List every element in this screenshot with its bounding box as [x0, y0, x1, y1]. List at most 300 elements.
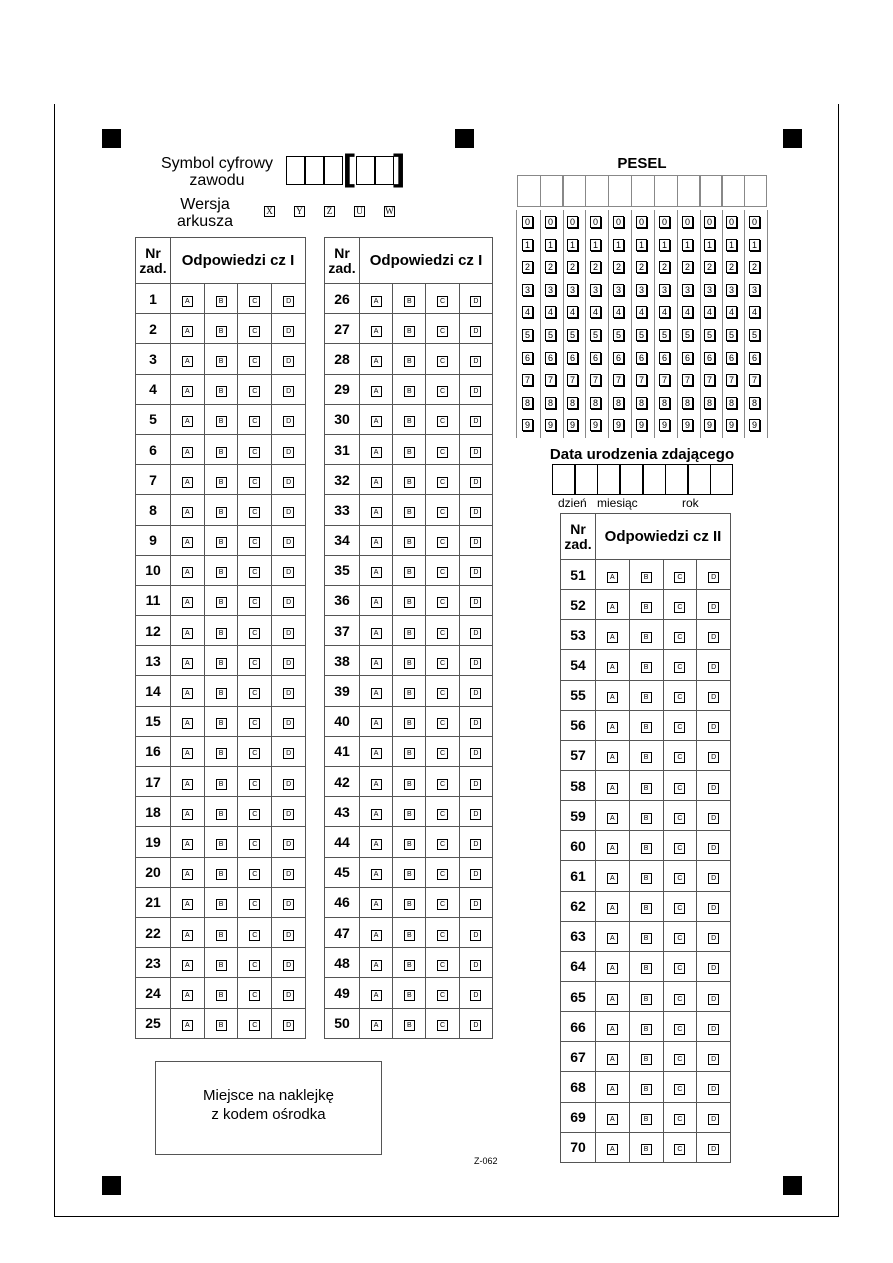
answer-option-d[interactable]: D: [470, 809, 481, 820]
answer-option-d[interactable]: D: [283, 296, 294, 307]
pesel-digit-option[interactable]: 4: [659, 306, 670, 318]
answer-option-d[interactable]: D: [470, 869, 481, 880]
dob-digit-box[interactable]: [552, 464, 575, 495]
answer-option-d[interactable]: D: [470, 990, 481, 1001]
answer-option-d[interactable]: D: [470, 356, 481, 367]
answer-option-b[interactable]: B: [216, 537, 227, 548]
answer-option-b[interactable]: B: [216, 930, 227, 941]
answer-option-d[interactable]: D: [708, 783, 719, 794]
answer-option-c[interactable]: C: [674, 632, 685, 643]
answer-option-a[interactable]: A: [607, 783, 618, 794]
answer-option-a[interactable]: A: [182, 628, 193, 639]
answer-option-b[interactable]: B: [216, 296, 227, 307]
pesel-digit-option[interactable]: 9: [613, 419, 624, 431]
answer-option-b[interactable]: B: [216, 326, 227, 337]
pesel-digit-option[interactable]: 1: [567, 239, 578, 251]
answer-option-d[interactable]: D: [283, 688, 294, 699]
pesel-digit-option[interactable]: 5: [613, 329, 624, 341]
pesel-digit-option[interactable]: 9: [545, 419, 556, 431]
pesel-digit-option[interactable]: 5: [567, 329, 578, 341]
answer-option-a[interactable]: A: [607, 994, 618, 1005]
answer-option-b[interactable]: B: [641, 813, 652, 824]
version-x-box[interactable]: X: [264, 206, 275, 217]
pesel-digit-option[interactable]: 7: [726, 374, 737, 386]
answer-option-c[interactable]: C: [437, 447, 448, 458]
pesel-digit-option[interactable]: 5: [659, 329, 670, 341]
pesel-digit-option[interactable]: 9: [749, 419, 760, 431]
pesel-input-box[interactable]: [699, 175, 723, 207]
pesel-digit-option[interactable]: 7: [590, 374, 601, 386]
answer-option-d[interactable]: D: [470, 567, 481, 578]
answer-option-a[interactable]: A: [371, 386, 382, 397]
answer-option-d[interactable]: D: [470, 416, 481, 427]
answer-option-b[interactable]: B: [216, 597, 227, 608]
answer-option-c[interactable]: C: [249, 990, 260, 1001]
dob-digit-box[interactable]: [665, 464, 688, 495]
answer-option-c[interactable]: C: [437, 748, 448, 759]
answer-option-c[interactable]: C: [249, 296, 260, 307]
answer-option-a[interactable]: A: [182, 356, 193, 367]
pesel-digit-option[interactable]: 0: [567, 216, 578, 228]
pesel-digit-option[interactable]: 3: [704, 284, 715, 296]
answer-option-b[interactable]: B: [216, 688, 227, 699]
answer-option-b[interactable]: B: [641, 933, 652, 944]
answer-option-d[interactable]: D: [708, 994, 719, 1005]
pesel-digit-option[interactable]: 2: [726, 261, 737, 273]
answer-option-c[interactable]: C: [674, 1114, 685, 1125]
answer-option-c[interactable]: C: [249, 537, 260, 548]
pesel-digit-option[interactable]: 0: [682, 216, 693, 228]
pesel-digit-option[interactable]: 3: [567, 284, 578, 296]
answer-option-c[interactable]: C: [437, 477, 448, 488]
answer-option-d[interactable]: D: [283, 386, 294, 397]
answer-option-c[interactable]: C: [674, 1024, 685, 1035]
answer-option-a[interactable]: A: [607, 1054, 618, 1065]
pesel-digit-option[interactable]: 0: [522, 216, 533, 228]
answer-option-d[interactable]: D: [470, 326, 481, 337]
answer-option-d[interactable]: D: [708, 1054, 719, 1065]
answer-option-a[interactable]: A: [371, 537, 382, 548]
pesel-digit-option[interactable]: 2: [636, 261, 647, 273]
answer-option-d[interactable]: D: [708, 1144, 719, 1155]
answer-option-d[interactable]: D: [283, 567, 294, 578]
answer-option-a[interactable]: A: [182, 416, 193, 427]
answer-option-b[interactable]: B: [216, 809, 227, 820]
answer-option-a[interactable]: A: [182, 990, 193, 1001]
pesel-digit-option[interactable]: 3: [522, 284, 533, 296]
pesel-digit-option[interactable]: 2: [567, 261, 578, 273]
answer-option-c[interactable]: C: [674, 873, 685, 884]
answer-option-b[interactable]: B: [404, 658, 415, 669]
answer-option-c[interactable]: C: [249, 356, 260, 367]
answer-option-d[interactable]: D: [470, 477, 481, 488]
answer-option-a[interactable]: A: [182, 477, 193, 488]
answer-option-c[interactable]: C: [437, 658, 448, 669]
pesel-digit-option[interactable]: 8: [545, 397, 556, 409]
answer-option-b[interactable]: B: [216, 386, 227, 397]
answer-option-c[interactable]: C: [249, 1020, 260, 1031]
answer-option-d[interactable]: D: [283, 930, 294, 941]
answer-option-a[interactable]: A: [371, 597, 382, 608]
answer-option-a[interactable]: A: [182, 869, 193, 880]
answer-option-b[interactable]: B: [404, 1020, 415, 1031]
answer-option-b[interactable]: B: [641, 722, 652, 733]
answer-option-a[interactable]: A: [182, 930, 193, 941]
answer-option-a[interactable]: A: [607, 1084, 618, 1095]
answer-option-c[interactable]: C: [674, 903, 685, 914]
version-u-box[interactable]: U: [354, 206, 365, 217]
answer-option-c[interactable]: C: [249, 839, 260, 850]
answer-option-a[interactable]: A: [607, 752, 618, 763]
answer-option-a[interactable]: A: [607, 843, 618, 854]
answer-option-a[interactable]: A: [182, 597, 193, 608]
answer-option-c[interactable]: C: [437, 779, 448, 790]
answer-option-c[interactable]: C: [674, 1144, 685, 1155]
answer-option-c[interactable]: C: [674, 1084, 685, 1095]
pesel-digit-option[interactable]: 8: [590, 397, 601, 409]
answer-option-d[interactable]: D: [283, 447, 294, 458]
pesel-digit-option[interactable]: 6: [567, 352, 578, 364]
symbol-box-2[interactable]: [305, 156, 324, 185]
pesel-input-box[interactable]: [631, 175, 655, 207]
symbol-box-1[interactable]: [286, 156, 305, 185]
answer-option-d[interactable]: D: [470, 748, 481, 759]
pesel-digit-option[interactable]: 9: [567, 419, 578, 431]
answer-option-b[interactable]: B: [404, 809, 415, 820]
pesel-digit-option[interactable]: 1: [682, 239, 693, 251]
answer-option-c[interactable]: C: [437, 1020, 448, 1031]
answer-option-b[interactable]: B: [404, 447, 415, 458]
answer-option-d[interactable]: D: [470, 688, 481, 699]
answer-option-a[interactable]: A: [182, 326, 193, 337]
answer-option-b[interactable]: B: [216, 658, 227, 669]
pesel-digit-option[interactable]: 7: [567, 374, 578, 386]
answer-option-b[interactable]: B: [641, 572, 652, 583]
pesel-digit-option[interactable]: 7: [613, 374, 624, 386]
answer-option-b[interactable]: B: [216, 718, 227, 729]
pesel-digit-option[interactable]: 5: [590, 329, 601, 341]
answer-option-d[interactable]: D: [470, 779, 481, 790]
answer-option-a[interactable]: A: [607, 632, 618, 643]
pesel-digit-option[interactable]: 3: [613, 284, 624, 296]
answer-option-b[interactable]: B: [404, 628, 415, 639]
pesel-digit-option[interactable]: 1: [636, 239, 647, 251]
answer-option-a[interactable]: A: [371, 990, 382, 1001]
answer-option-b[interactable]: B: [404, 477, 415, 488]
answer-option-d[interactable]: D: [470, 930, 481, 941]
pesel-input-box[interactable]: [585, 175, 609, 207]
answer-option-a[interactable]: A: [182, 567, 193, 578]
answer-option-d[interactable]: D: [708, 843, 719, 854]
answer-option-c[interactable]: C: [437, 326, 448, 337]
answer-option-b[interactable]: B: [216, 779, 227, 790]
answer-option-d[interactable]: D: [283, 628, 294, 639]
answer-option-b[interactable]: B: [404, 356, 415, 367]
answer-option-a[interactable]: A: [182, 507, 193, 518]
answer-option-c[interactable]: C: [674, 1054, 685, 1065]
pesel-digit-option[interactable]: 0: [726, 216, 737, 228]
dob-digit-box[interactable]: [688, 464, 711, 495]
pesel-digit-option[interactable]: 4: [636, 306, 647, 318]
pesel-digit-option[interactable]: 5: [636, 329, 647, 341]
answer-option-a[interactable]: A: [607, 1024, 618, 1035]
answer-option-c[interactable]: C: [249, 477, 260, 488]
pesel-digit-option[interactable]: 7: [636, 374, 647, 386]
answer-option-b[interactable]: B: [641, 1144, 652, 1155]
symbol-box-5[interactable]: [375, 156, 394, 185]
pesel-digit-option[interactable]: 1: [545, 239, 556, 251]
answer-option-d[interactable]: D: [283, 809, 294, 820]
answer-option-d[interactable]: D: [470, 597, 481, 608]
answer-option-a[interactable]: A: [607, 722, 618, 733]
answer-option-d[interactable]: D: [708, 903, 719, 914]
pesel-digit-option[interactable]: 4: [590, 306, 601, 318]
answer-option-d[interactable]: D: [470, 839, 481, 850]
version-w-box[interactable]: W: [385, 206, 394, 216]
answer-option-d[interactable]: D: [470, 718, 481, 729]
answer-option-a[interactable]: A: [371, 930, 382, 941]
answer-option-d[interactable]: D: [708, 873, 719, 884]
answer-option-b[interactable]: B: [216, 477, 227, 488]
pesel-digit-option[interactable]: 1: [749, 239, 760, 251]
answer-option-c[interactable]: C: [249, 386, 260, 397]
pesel-digit-option[interactable]: 8: [613, 397, 624, 409]
answer-option-c[interactable]: C: [674, 752, 685, 763]
answer-option-a[interactable]: A: [371, 416, 382, 427]
answer-option-d[interactable]: D: [283, 869, 294, 880]
answer-option-b[interactable]: B: [641, 692, 652, 703]
pesel-digit-option[interactable]: 0: [749, 216, 760, 228]
answer-option-d[interactable]: D: [283, 960, 294, 971]
pesel-input-box[interactable]: [744, 175, 767, 207]
pesel-digit-option[interactable]: 7: [522, 374, 533, 386]
answer-option-d[interactable]: D: [283, 718, 294, 729]
dob-digit-box[interactable]: [620, 464, 643, 495]
pesel-digit-option[interactable]: 5: [726, 329, 737, 341]
answer-option-c[interactable]: C: [674, 843, 685, 854]
answer-option-a[interactable]: A: [182, 386, 193, 397]
answer-option-a[interactable]: A: [371, 628, 382, 639]
pesel-digit-option[interactable]: 6: [545, 352, 556, 364]
answer-option-c[interactable]: C: [249, 567, 260, 578]
answer-option-b[interactable]: B: [404, 296, 415, 307]
answer-option-b[interactable]: B: [404, 507, 415, 518]
answer-option-c[interactable]: C: [674, 572, 685, 583]
answer-option-b[interactable]: B: [404, 869, 415, 880]
answer-option-a[interactable]: A: [371, 477, 382, 488]
pesel-digit-option[interactable]: 6: [682, 352, 693, 364]
pesel-digit-option[interactable]: 6: [590, 352, 601, 364]
answer-option-a[interactable]: A: [182, 779, 193, 790]
answer-option-d[interactable]: D: [283, 839, 294, 850]
answer-option-c[interactable]: C: [674, 602, 685, 613]
answer-option-b[interactable]: B: [216, 839, 227, 850]
answer-option-c[interactable]: C: [437, 718, 448, 729]
pesel-digit-option[interactable]: 9: [726, 419, 737, 431]
answer-option-d[interactable]: D: [283, 899, 294, 910]
pesel-digit-option[interactable]: 0: [704, 216, 715, 228]
answer-option-a[interactable]: A: [371, 899, 382, 910]
answer-option-a[interactable]: A: [607, 813, 618, 824]
answer-option-d[interactable]: D: [283, 537, 294, 548]
pesel-digit-option[interactable]: 1: [613, 239, 624, 251]
answer-option-b[interactable]: B: [404, 779, 415, 790]
answer-option-a[interactable]: A: [607, 662, 618, 673]
answer-option-a[interactable]: A: [371, 960, 382, 971]
answer-option-d[interactable]: D: [708, 1024, 719, 1035]
answer-option-c[interactable]: C: [437, 930, 448, 941]
pesel-digit-option[interactable]: 2: [682, 261, 693, 273]
answer-option-a[interactable]: A: [182, 899, 193, 910]
answer-option-b[interactable]: B: [641, 1054, 652, 1065]
answer-option-c[interactable]: C: [437, 416, 448, 427]
pesel-digit-option[interactable]: 4: [613, 306, 624, 318]
answer-option-b[interactable]: B: [404, 567, 415, 578]
answer-option-c[interactable]: C: [249, 718, 260, 729]
answer-option-b[interactable]: B: [641, 994, 652, 1005]
answer-option-d[interactable]: D: [470, 1020, 481, 1031]
answer-option-c[interactable]: C: [437, 386, 448, 397]
answer-option-d[interactable]: D: [283, 658, 294, 669]
pesel-input-box[interactable]: [517, 175, 541, 207]
answer-option-a[interactable]: A: [182, 447, 193, 458]
answer-option-a[interactable]: A: [607, 572, 618, 583]
answer-option-c[interactable]: C: [674, 722, 685, 733]
pesel-input-box[interactable]: [562, 175, 586, 207]
answer-option-d[interactable]: D: [708, 752, 719, 763]
answer-option-b[interactable]: B: [641, 903, 652, 914]
answer-option-a[interactable]: A: [371, 507, 382, 518]
pesel-input-box[interactable]: [677, 175, 701, 207]
answer-option-a[interactable]: A: [182, 748, 193, 759]
pesel-digit-option[interactable]: 3: [682, 284, 693, 296]
answer-option-d[interactable]: D: [708, 572, 719, 583]
pesel-digit-option[interactable]: 4: [567, 306, 578, 318]
pesel-digit-option[interactable]: 2: [590, 261, 601, 273]
answer-option-a[interactable]: A: [182, 960, 193, 971]
answer-option-d[interactable]: D: [708, 1114, 719, 1125]
answer-option-b[interactable]: B: [641, 843, 652, 854]
answer-option-a[interactable]: A: [607, 1114, 618, 1125]
answer-option-d[interactable]: D: [470, 296, 481, 307]
dob-digit-box[interactable]: [575, 464, 598, 495]
answer-option-c[interactable]: C: [249, 658, 260, 669]
pesel-digit-option[interactable]: 2: [522, 261, 533, 273]
answer-option-c[interactable]: C: [249, 960, 260, 971]
answer-option-b[interactable]: B: [641, 602, 652, 613]
answer-option-c[interactable]: C: [249, 597, 260, 608]
pesel-digit-option[interactable]: 6: [704, 352, 715, 364]
answer-option-c[interactable]: C: [249, 899, 260, 910]
pesel-digit-option[interactable]: 7: [682, 374, 693, 386]
pesel-digit-option[interactable]: 6: [726, 352, 737, 364]
answer-option-d[interactable]: D: [470, 447, 481, 458]
answer-option-d[interactable]: D: [283, 597, 294, 608]
answer-option-b[interactable]: B: [404, 899, 415, 910]
answer-option-c[interactable]: C: [437, 809, 448, 820]
pesel-digit-option[interactable]: 5: [522, 329, 533, 341]
pesel-digit-option[interactable]: 7: [545, 374, 556, 386]
answer-option-a[interactable]: A: [182, 839, 193, 850]
answer-option-d[interactable]: D: [283, 748, 294, 759]
pesel-digit-option[interactable]: 6: [659, 352, 670, 364]
answer-option-a[interactable]: A: [607, 963, 618, 974]
pesel-digit-option[interactable]: 9: [522, 419, 533, 431]
answer-option-a[interactable]: A: [607, 933, 618, 944]
answer-option-d[interactable]: D: [470, 386, 481, 397]
answer-option-b[interactable]: B: [404, 990, 415, 1001]
answer-option-d[interactable]: D: [283, 416, 294, 427]
answer-option-d[interactable]: D: [470, 960, 481, 971]
pesel-digit-option[interactable]: 2: [545, 261, 556, 273]
pesel-digit-option[interactable]: 2: [704, 261, 715, 273]
pesel-digit-option[interactable]: 5: [749, 329, 760, 341]
answer-option-c[interactable]: C: [674, 813, 685, 824]
answer-option-b[interactable]: B: [641, 873, 652, 884]
answer-option-d[interactable]: D: [283, 1020, 294, 1031]
answer-option-d[interactable]: D: [283, 779, 294, 790]
answer-option-d[interactable]: D: [708, 963, 719, 974]
pesel-digit-option[interactable]: 1: [726, 239, 737, 251]
pesel-digit-option[interactable]: 0: [636, 216, 647, 228]
pesel-digit-option[interactable]: 0: [659, 216, 670, 228]
answer-option-a[interactable]: A: [371, 356, 382, 367]
answer-option-b[interactable]: B: [641, 963, 652, 974]
pesel-digit-option[interactable]: 8: [567, 397, 578, 409]
answer-option-c[interactable]: C: [437, 628, 448, 639]
answer-option-c[interactable]: C: [437, 296, 448, 307]
answer-option-d[interactable]: D: [708, 662, 719, 673]
pesel-digit-option[interactable]: 1: [590, 239, 601, 251]
answer-option-a[interactable]: A: [182, 688, 193, 699]
pesel-digit-option[interactable]: 0: [590, 216, 601, 228]
answer-option-b[interactable]: B: [641, 1084, 652, 1095]
pesel-digit-option[interactable]: 0: [613, 216, 624, 228]
pesel-digit-option[interactable]: 6: [749, 352, 760, 364]
answer-option-b[interactable]: B: [404, 718, 415, 729]
pesel-digit-option[interactable]: 7: [749, 374, 760, 386]
answer-option-b[interactable]: B: [216, 416, 227, 427]
answer-option-d[interactable]: D: [470, 537, 481, 548]
answer-option-a[interactable]: A: [607, 692, 618, 703]
dob-digit-box[interactable]: [643, 464, 666, 495]
answer-option-b[interactable]: B: [641, 752, 652, 763]
answer-option-a[interactable]: A: [371, 326, 382, 337]
answer-option-a[interactable]: A: [371, 688, 382, 699]
pesel-digit-option[interactable]: 3: [749, 284, 760, 296]
answer-option-c[interactable]: C: [437, 869, 448, 880]
answer-option-d[interactable]: D: [708, 692, 719, 703]
answer-option-b[interactable]: B: [404, 930, 415, 941]
answer-option-c[interactable]: C: [249, 628, 260, 639]
answer-option-a[interactable]: A: [371, 748, 382, 759]
pesel-input-box[interactable]: [608, 175, 632, 207]
answer-option-b[interactable]: B: [404, 597, 415, 608]
answer-option-d[interactable]: D: [470, 628, 481, 639]
answer-option-c[interactable]: C: [249, 930, 260, 941]
answer-option-b[interactable]: B: [404, 688, 415, 699]
pesel-digit-option[interactable]: 0: [545, 216, 556, 228]
answer-option-b[interactable]: B: [404, 416, 415, 427]
pesel-digit-option[interactable]: 6: [636, 352, 647, 364]
symbol-box-4[interactable]: [356, 156, 375, 185]
answer-option-a[interactable]: A: [371, 779, 382, 790]
answer-option-d[interactable]: D: [470, 507, 481, 518]
pesel-digit-option[interactable]: 4: [704, 306, 715, 318]
answer-option-b[interactable]: B: [216, 899, 227, 910]
answer-option-a[interactable]: A: [371, 718, 382, 729]
dob-digit-box[interactable]: [597, 464, 620, 495]
